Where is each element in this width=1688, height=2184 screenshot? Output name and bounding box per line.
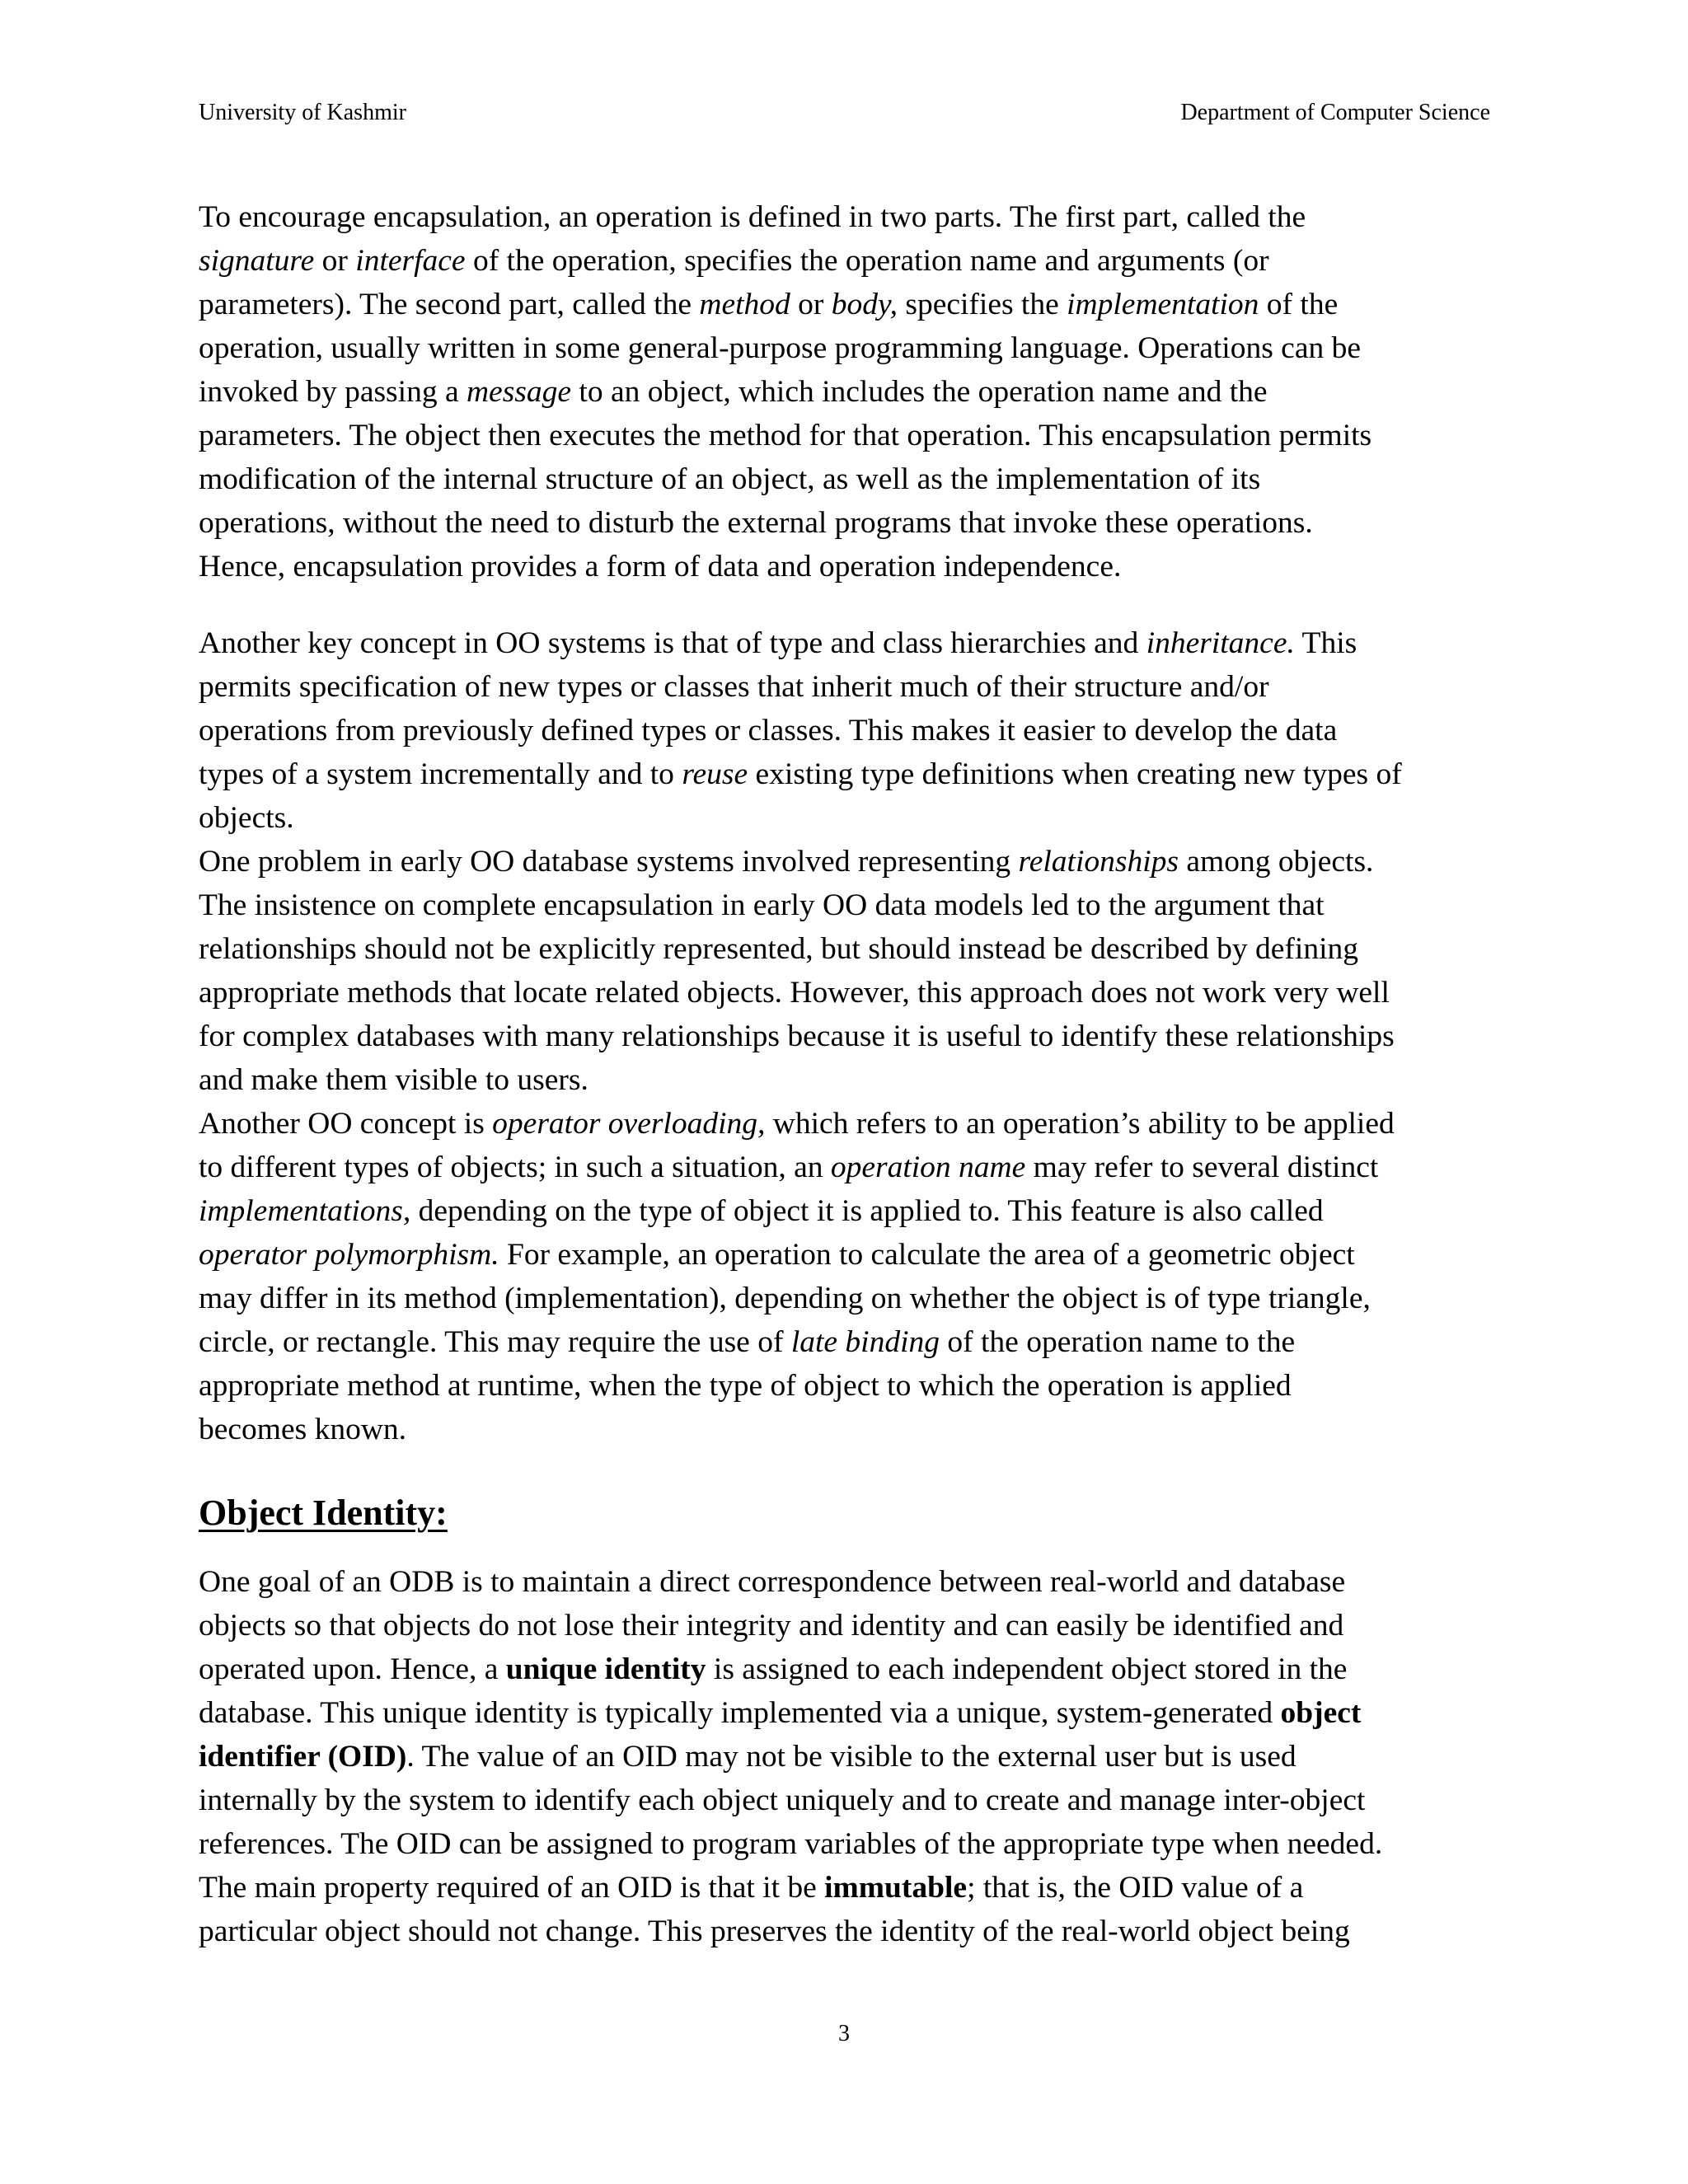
text-line: internally by the system to identify each object uniquely and to create and manage inter-object — [199, 1783, 1366, 1817]
text-line: Another OO concept is operator overloading, which refers to an operation’s ability to be applied — [199, 1107, 1395, 1141]
text-line: One problem in early OO database systems involved representing relationships among objects. — [199, 845, 1374, 879]
text-line: circle, or rectangle. This may require the use of late binding of the operation name to the — [199, 1325, 1296, 1359]
text-line: references. The OID can be assigned to program variables of the appropriate type when needed. — [199, 1827, 1383, 1861]
header-institution: University of Kashmir — [199, 100, 406, 125]
text-line: modification of the internal structure of an object, as well as the implementation of its — [199, 462, 1261, 496]
section-heading: Object Identity: — [199, 1493, 448, 1533]
text-line: The insistence on complete encapsulation in early OO data models led to the argument that — [199, 888, 1325, 922]
text-line: objects so that objects do not lose their integrity and identity and can easily be identified and — [199, 1609, 1344, 1643]
text-line: becomes known. — [199, 1413, 407, 1446]
paragraph-encapsulation — [199, 195, 1490, 588]
text-line: parameters). The second part, called the method or body, specifies the implementation of the — [199, 288, 1339, 321]
text-line: identifier (OID). The value of an OID may not be visible to the external user but is used — [199, 1740, 1296, 1774]
text-line: permits specification of new types or classes that inherit much of their structure and/or — [199, 670, 1269, 704]
text-line: The main property required of an OID is that it be immutable; that is, the OID value of a — [199, 1871, 1304, 1905]
text-line: to different types of objects; in such a situation, an operation name may refer to several distinct — [199, 1151, 1379, 1184]
text-line: relationships should not be explicitly represented, but should instead be described by defining — [199, 932, 1358, 966]
header-department: Department of Computer Science — [1180, 100, 1490, 125]
text-line: parameters. The object then executes the method for that operation. This encapsulation permits — [199, 419, 1372, 452]
text-line: may differ in its method (implementation), depending on whether the object is of type triangle, — [199, 1282, 1371, 1315]
text-line: operations from previously defined types or classes. This makes it easier to develop the data — [199, 714, 1338, 748]
text-line: operator polymorphism. For example, an operation to calculate the area of a geometric object — [199, 1238, 1355, 1272]
text-line: particular object should not change. This preserves the identity of the real-world object being — [199, 1915, 1350, 1948]
text-line: database. This unique identity is typically implemented via a unique, system-generated object — [199, 1696, 1362, 1730]
paragraph-object-identity — [199, 1560, 1490, 1953]
text-line: implementations, depending on the type of object it is applied to. This feature is also called — [199, 1194, 1324, 1228]
text-line: operation, usually written in some general-purpose programming language. Operations can be — [199, 331, 1361, 365]
text-line: types of a system incrementally and to reuse existing type definitions when creating new types of — [199, 757, 1402, 791]
text-line: and make them visible to users. — [199, 1063, 588, 1097]
text-line: Hence, encapsulation provides a form of data and operation independence. — [199, 550, 1122, 583]
text-line: appropriate methods that locate related objects. However, this approach does not work very well — [199, 976, 1390, 1010]
paragraph-inheritance — [199, 621, 1490, 1451]
text-line: One goal of an ODB is to maintain a direct correspondence between real-world and database — [199, 1565, 1346, 1599]
text-line: operations, without the need to disturb the external programs that invoke these operations. — [199, 506, 1313, 540]
text-line: To encourage encapsulation, an operation is defined in two parts. The first part, called the — [199, 200, 1306, 234]
text-line: invoked by passing a message to an object, which includes the operation name and the — [199, 375, 1268, 409]
text-line: objects. — [199, 801, 294, 835]
text-line: operated upon. Hence, a unique identity is assigned to each independent object stored in the — [199, 1652, 1348, 1686]
text-line: appropriate method at runtime, when the type of object to which the operation is applied — [199, 1369, 1292, 1403]
page-number: 3 — [838, 2021, 850, 2046]
text-line: signature or interface of the operation, specifies the operation name and arguments (or — [199, 244, 1269, 278]
text-line: for complex databases with many relationships because it is useful to identify these relationships — [199, 1019, 1395, 1053]
text-line: Another key concept in OO systems is that of type and class hierarchies and inheritance. This — [199, 626, 1357, 660]
